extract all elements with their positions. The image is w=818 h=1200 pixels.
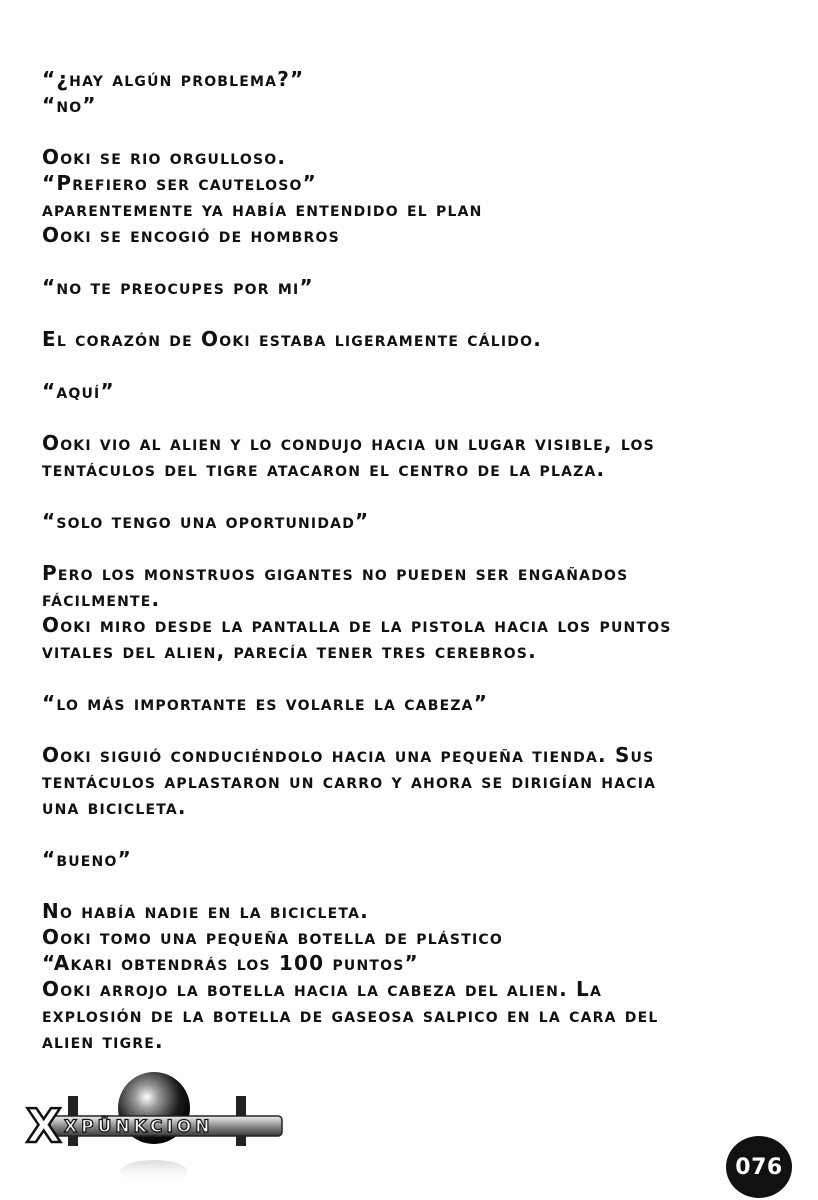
page-number: 076 — [735, 1154, 783, 1180]
paragraph-gap — [42, 352, 782, 378]
text-line: Ooki arrojo la botella hacia la cabeza del alien. La — [42, 977, 603, 1001]
paragraph-gap — [42, 482, 782, 508]
text-line: “Prefiero ser cauteloso” — [42, 171, 317, 195]
text-line: tentáculos aplastaron un carro y ahora se dirigían hacia — [42, 769, 657, 793]
text-line: Pero los monstruos gigantes no pueden ser engañados — [42, 561, 629, 585]
text-line: explosión de la botella de gaseosa salpico en la cara del — [42, 1003, 659, 1027]
text-line: Ooki vio al alien y lo condujo hacia un lugar visible, los — [42, 431, 655, 455]
text-line: “lo más importante es volarle la cabeza” — [42, 691, 489, 715]
text-line: vitales del alien, parecía tener tres cerebros. — [42, 639, 537, 663]
paragraph-gap — [42, 404, 782, 430]
text-line: El corazón de Ooki estaba ligeramente cálido. — [42, 327, 543, 351]
text-line: Ooki se encogió de hombros — [42, 223, 340, 247]
text-line: “bueno” — [42, 847, 132, 871]
text-line: “solo tengo una oportunidad” — [42, 509, 370, 533]
svg-text:X: X — [26, 1099, 62, 1153]
paragraph-gap — [42, 664, 782, 690]
text-line: “no te preocupes por mi” — [42, 275, 314, 299]
text-line: “¿hay algún problema?” — [42, 67, 305, 91]
xpunkcion-logo — [22, 1062, 292, 1190]
page-number-badge — [726, 1136, 792, 1198]
paragraph-gap — [42, 716, 782, 742]
paragraph-gap — [42, 820, 782, 846]
paragraph-gap — [42, 300, 782, 326]
text-line: “no” — [42, 93, 97, 117]
text-line: Ooki se rio orgulloso. — [42, 145, 287, 169]
text-line: aparentemente ya había entendido el plan — [42, 197, 483, 221]
document-body — [42, 66, 782, 1054]
text-line: Ooki siguió conduciéndolo hacia una pequeña tienda. Sus — [42, 743, 655, 767]
text-line: Ooki miro desde la pantalla de la pistola hacia los puntos — [42, 613, 672, 637]
text-line: una bicicleta. — [42, 795, 187, 819]
paragraph-gap — [42, 118, 782, 144]
text-line: alien tigre. — [42, 1029, 164, 1053]
text-line: “Akari obtendrás los 100 puntos” — [42, 951, 419, 975]
paragraph-gap — [42, 534, 782, 560]
text-line: fácilmente. — [42, 587, 161, 611]
text-line: Ooki tomo una pequeña botella de plástico — [42, 925, 503, 949]
text-line: No había nadie en la bicicleta. — [42, 899, 369, 923]
paragraph-gap — [42, 248, 782, 274]
text-line: “aquí” — [42, 379, 115, 403]
paragraph-gap — [42, 872, 782, 898]
text-line: tentáculos del tigre atacaron el centro de la plaza. — [42, 457, 606, 481]
logo-text: XPÜNKCION — [64, 1117, 214, 1137]
